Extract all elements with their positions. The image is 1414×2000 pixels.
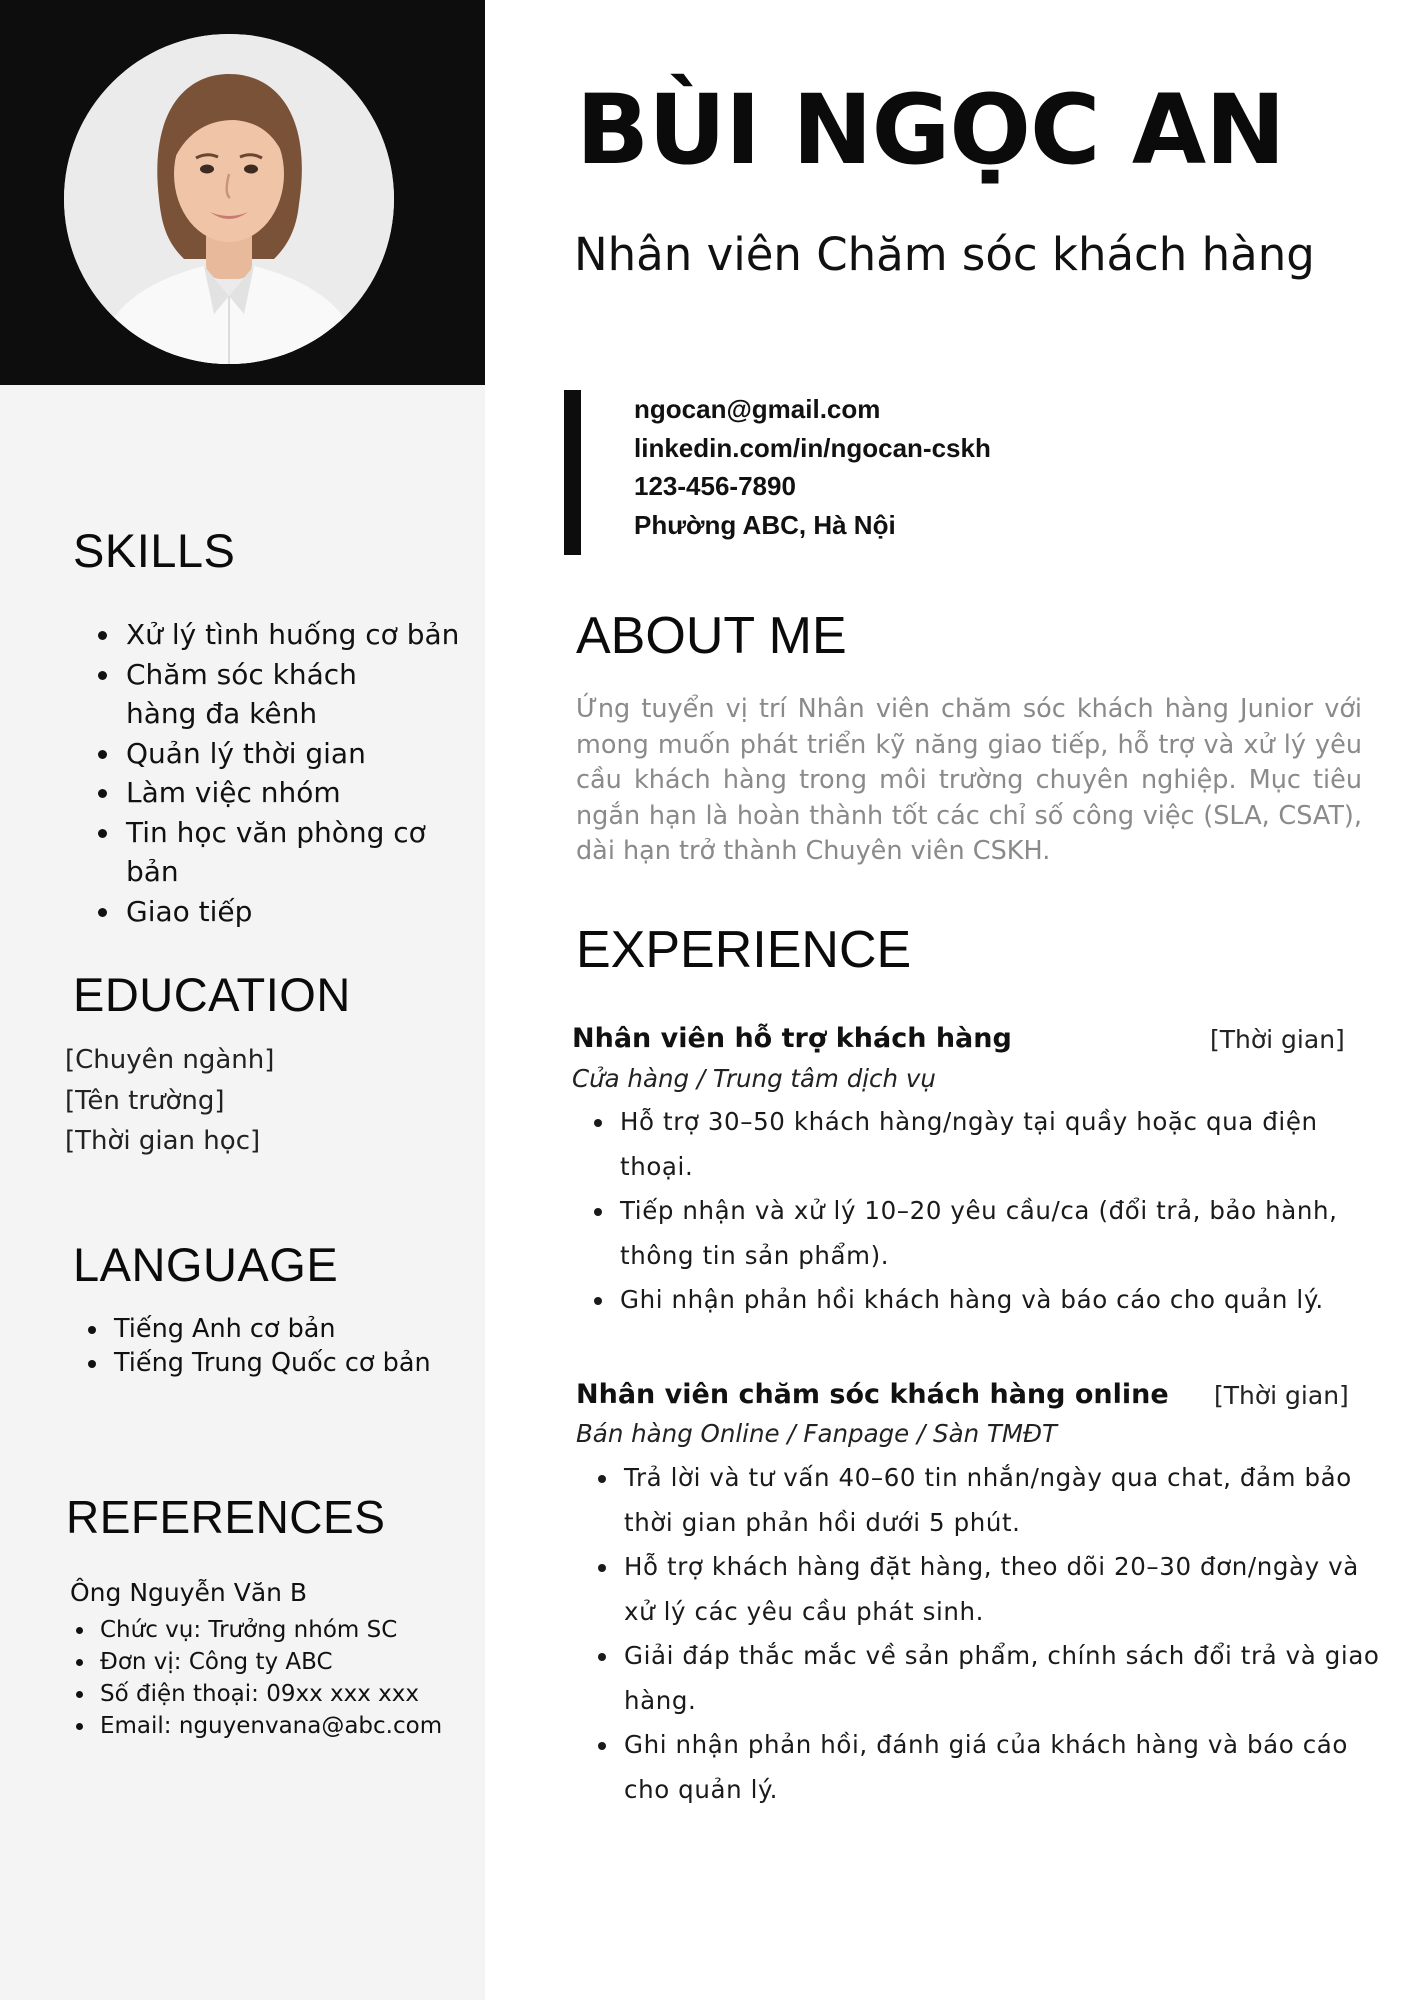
language-heading: LANGUAGE bbox=[73, 1238, 339, 1291]
reference-position: • Chức vụ: Trưởng nhóm SC bbox=[96, 1614, 442, 1646]
contact-email[interactable]: ngocan@gmail.com bbox=[634, 394, 881, 424]
skill-item: • Xử lý tình huống cơ bản bbox=[122, 615, 502, 655]
job-title: Nhân viên hỗ trợ khách hàng bbox=[572, 1023, 1012, 1054]
candidate-name: BÙI NGỌC AN bbox=[576, 74, 1285, 186]
reference-company: • Đơn vị: Công ty ABC bbox=[96, 1646, 442, 1678]
reference-name: Ông Nguyễn Văn B bbox=[70, 1578, 308, 1607]
job-duty: • Ghi nhận phản hồi, đánh giá của khách hàng và báo cáo cho quản lý. bbox=[620, 1723, 1390, 1812]
job-period: [Thời gian] bbox=[1214, 1381, 1349, 1410]
job-duties bbox=[576, 1100, 1386, 1323]
profile-photo bbox=[64, 34, 394, 364]
language-item: • Tiếng Anh cơ bản bbox=[110, 1313, 431, 1347]
contact-info bbox=[634, 390, 991, 544]
candidate-title: Nhân viên Chăm sóc khách hàng bbox=[574, 228, 1315, 281]
about-text: Ứng tuyển vị trí Nhân viên chăm sóc khách hàng Junior với mong muốn phát triển kỹ năng giao tiếp, hỗ trợ và xử lý yêu cầu khách hàng trong môi trường chuyên nghiệp. Mục tiêu ngắn hạn là hoàn thành tốt các chỉ số công việc (SLA, CSAT), dài hạn trở thành Chuyên viên CSKH. bbox=[576, 694, 1362, 866]
education-heading: EDUCATION bbox=[73, 968, 351, 1021]
education-details bbox=[65, 1040, 274, 1162]
job-duty: • Tiếp nhận và xử lý 10–20 yêu cầu/ca (đổi trả, bảo hành, thông tin sản phẩm). bbox=[616, 1189, 1386, 1278]
job-company: Bán hàng Online / Fanpage / Sàn TMĐT bbox=[576, 1419, 1057, 1448]
education-period: [Thời gian học] bbox=[65, 1126, 261, 1156]
job-company: Cửa hàng / Trung tâm dịch vụ bbox=[572, 1064, 936, 1093]
skill-item: • Làm việc nhóm bbox=[122, 773, 502, 813]
job-period: [Thời gian] bbox=[1210, 1025, 1345, 1054]
job-duty: • Hỗ trợ 30–50 khách hàng/ngày tại quầy hoặc qua điện thoại. bbox=[616, 1100, 1386, 1189]
contact-phone[interactable]: 123-456-7890 bbox=[634, 471, 796, 501]
skills-heading: SKILLS bbox=[73, 524, 236, 577]
job-duty: • Ghi nhận phản hồi khách hàng và báo cáo cho quản lý. bbox=[616, 1278, 1386, 1323]
references-heading: REFERENCES bbox=[66, 1491, 386, 1543]
language-list bbox=[84, 1313, 431, 1380]
job-duties bbox=[580, 1456, 1390, 1812]
contact-accent-bar bbox=[564, 390, 581, 555]
skills-list bbox=[96, 615, 502, 931]
experience-heading: EXPERIENCE bbox=[576, 921, 912, 979]
skill-item: • Tin học văn phòng cơ bản bbox=[122, 813, 446, 892]
contact-address: Phường ABC, Hà Nội bbox=[634, 509, 896, 540]
job-duty: • Trả lời và tư vấn 40–60 tin nhắn/ngày qua chat, đảm bảo thời gian phản hồi dưới 5 phút. bbox=[620, 1456, 1390, 1545]
skill-item: • Chăm sóc khách hàng đa kênh bbox=[122, 655, 426, 734]
reference-details bbox=[72, 1614, 442, 1742]
job-title: Nhân viên chăm sóc khách hàng online bbox=[576, 1379, 1169, 1410]
language-item: • Tiếng Trung Quốc cơ bản bbox=[110, 1347, 431, 1381]
education-school: [Tên trường] bbox=[65, 1085, 225, 1116]
skill-item: • Giao tiếp bbox=[122, 892, 502, 932]
reference-phone: • Số điện thoại: 09xx xxx xxx bbox=[96, 1678, 442, 1710]
about-heading: ABOUT ME bbox=[576, 607, 847, 665]
job-duty: • Hỗ trợ khách hàng đặt hàng, theo dõi 20–30 đơn/ngày và xử lý các yêu cầu phát sinh. bbox=[620, 1545, 1390, 1634]
job-duty: • Giải đáp thắc mắc về sản phẩm, chính sách đổi trả và giao hàng. bbox=[620, 1634, 1390, 1723]
skill-item: • Quản lý thời gian bbox=[122, 734, 502, 774]
contact-linkedin[interactable]: linkedin.com/in/ngocan-cskh bbox=[634, 432, 991, 463]
reference-email: • Email: nguyenvana@abc.com bbox=[96, 1710, 442, 1742]
education-major: [Chuyên ngành] bbox=[65, 1045, 275, 1075]
